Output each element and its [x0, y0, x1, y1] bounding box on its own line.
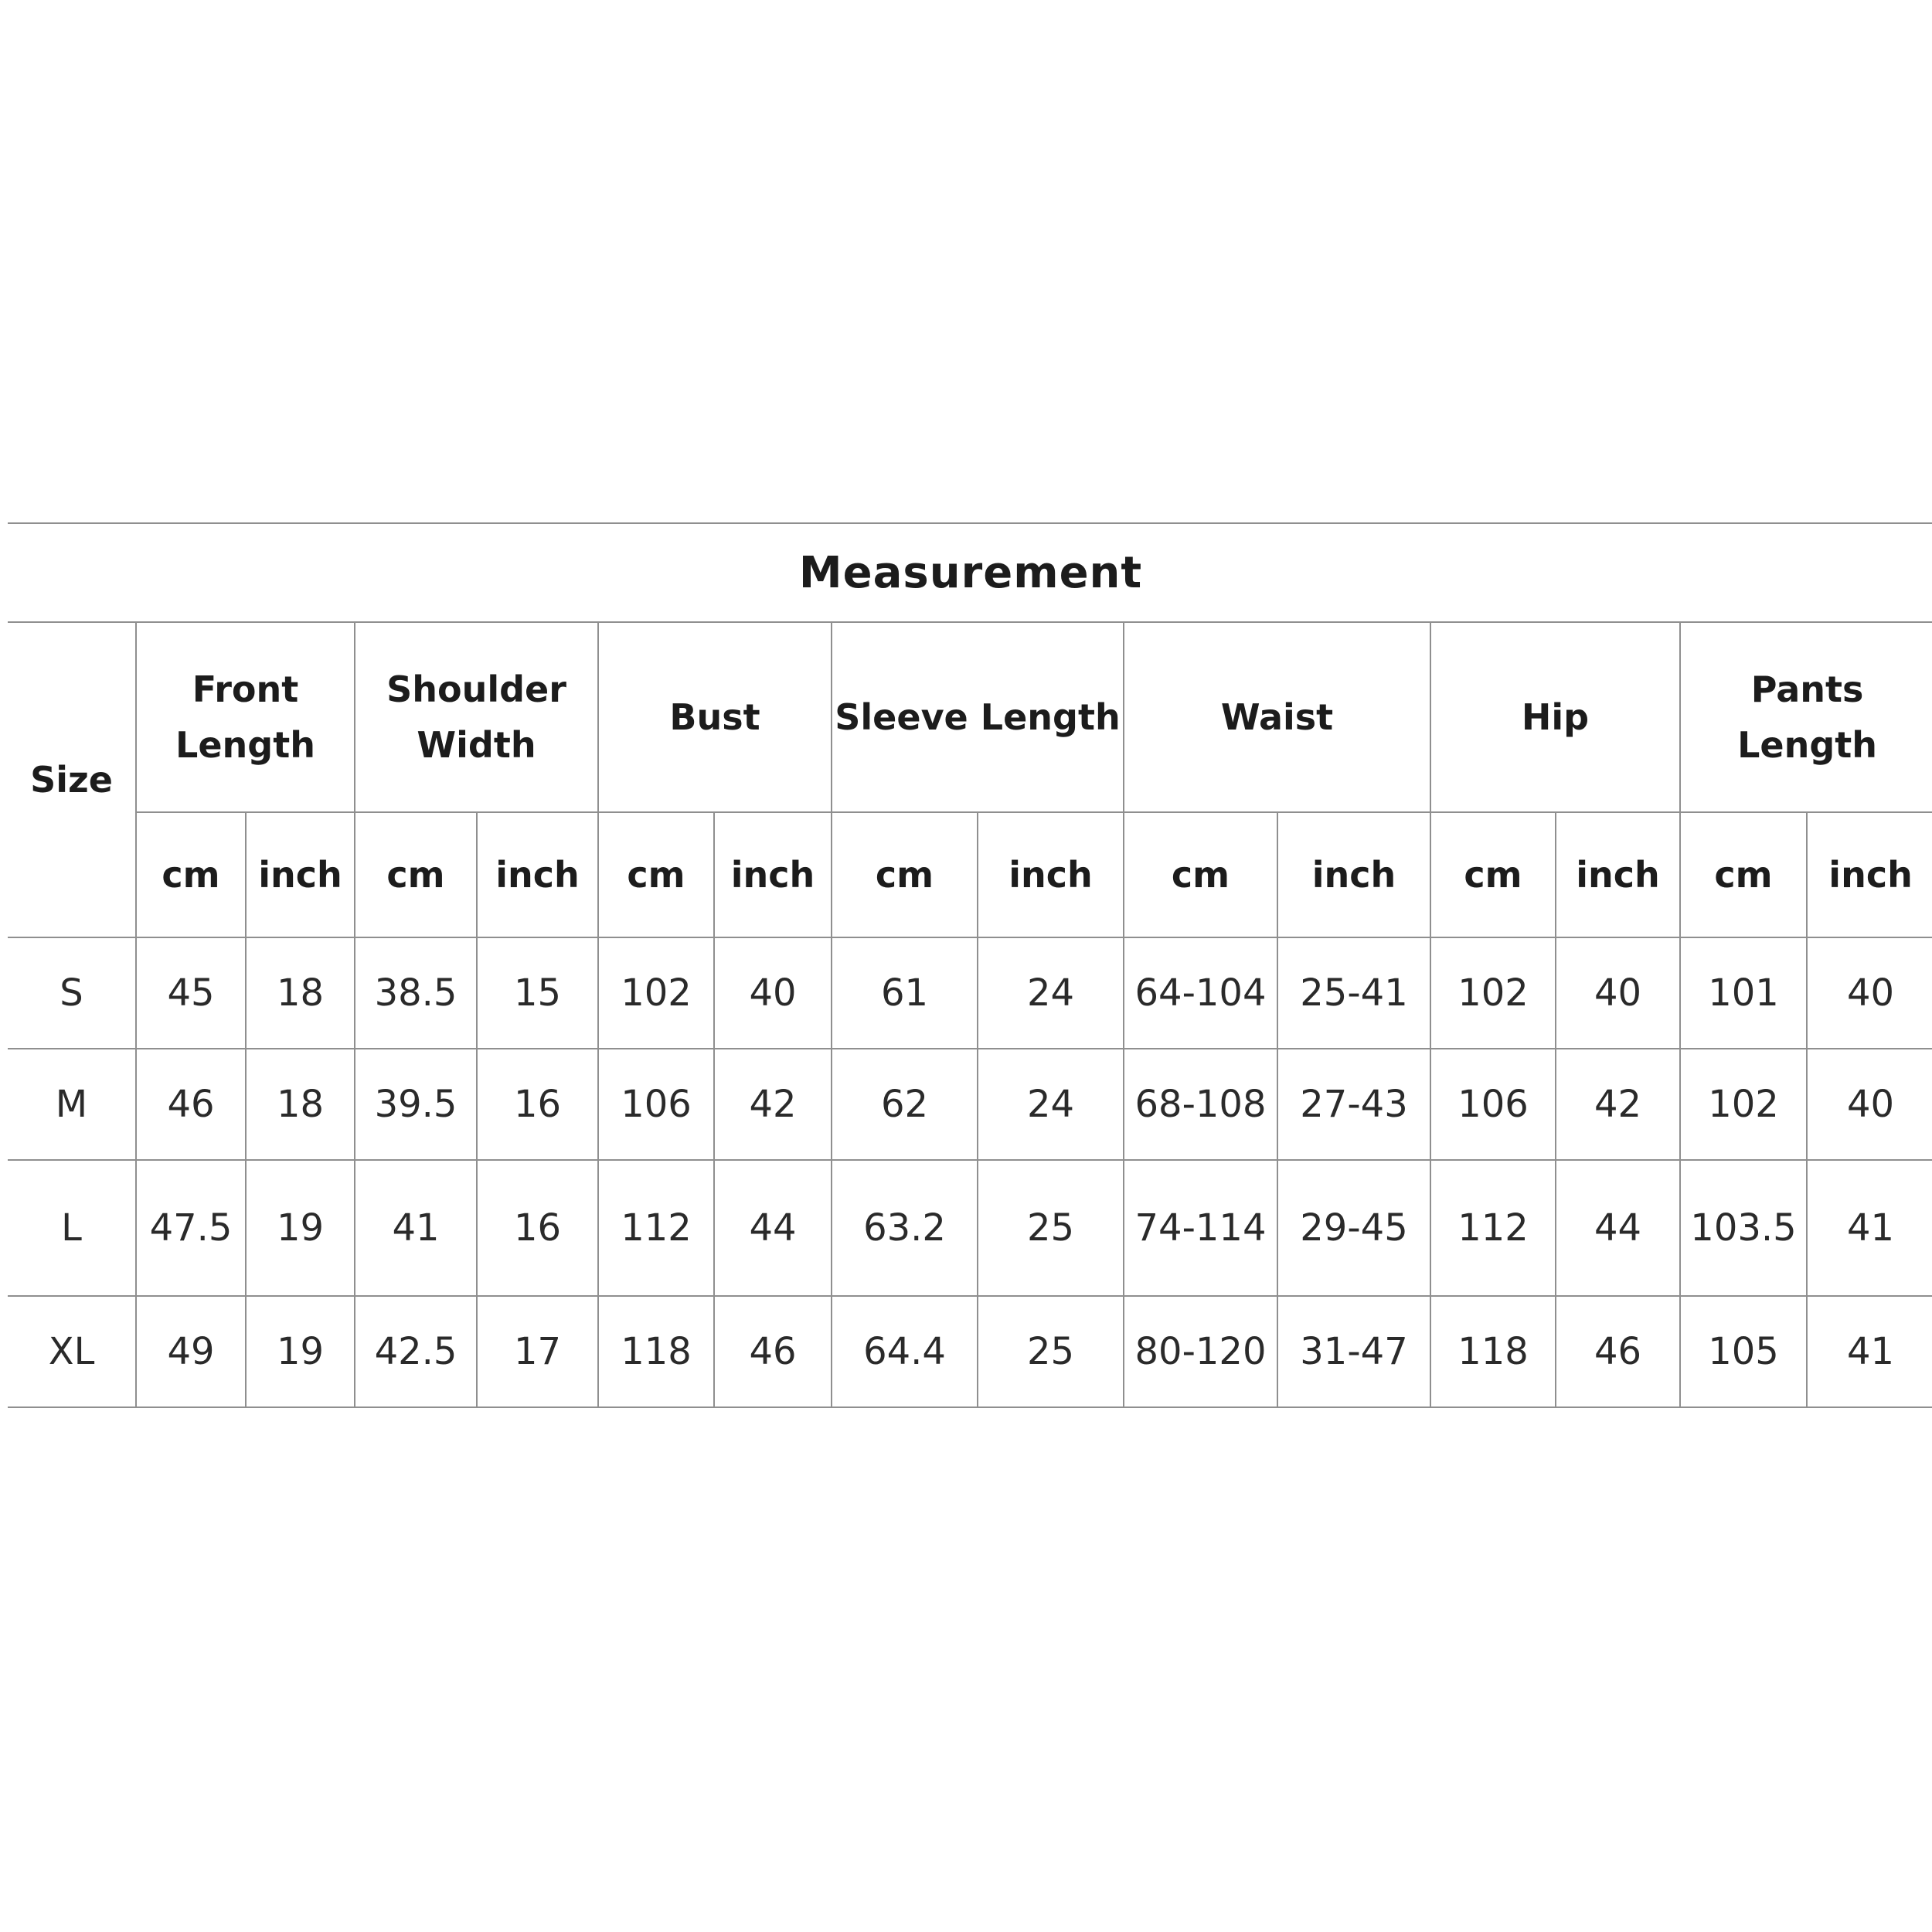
- table-cell: 15: [477, 937, 598, 1049]
- table-cell: 49: [136, 1296, 246, 1407]
- table-cell: 16: [477, 1049, 598, 1160]
- table-cell: 102: [1430, 937, 1556, 1049]
- table-cell: 64-104: [1124, 937, 1277, 1049]
- table-cell: 63.2: [832, 1160, 978, 1296]
- unit-inch-header: inch: [477, 812, 598, 937]
- unit-inch-header: inch: [714, 812, 832, 937]
- table-cell: 40: [1807, 1049, 1932, 1160]
- table-cell: 25: [978, 1160, 1124, 1296]
- size-cell: XL: [8, 1296, 136, 1407]
- table-cell: 19: [246, 1160, 355, 1296]
- table-cell: 18: [246, 937, 355, 1049]
- bust-header: Bust: [598, 622, 832, 812]
- unit-cm-header: cm: [1680, 812, 1807, 937]
- table-row: [8, 1160, 1932, 1296]
- table-cell: 118: [598, 1296, 714, 1407]
- table-cell: 45: [136, 937, 246, 1049]
- table-cell: 62: [832, 1049, 978, 1160]
- table-cell: 103.5: [1680, 1160, 1807, 1296]
- unit-inch-header: inch: [978, 812, 1124, 937]
- unit-inch-header: inch: [246, 812, 355, 937]
- table-cell: 41: [355, 1160, 477, 1296]
- table-cell: 64.4: [832, 1296, 978, 1407]
- table-cell: 25: [978, 1296, 1124, 1407]
- table-cell: 105: [1680, 1296, 1807, 1407]
- table-cell: 47.5: [136, 1160, 246, 1296]
- table-cell: 42: [1556, 1049, 1680, 1160]
- table-cell: 46: [714, 1296, 832, 1407]
- unit-cm-header: cm: [832, 812, 978, 937]
- unit-cm-header: cm: [598, 812, 714, 937]
- table-cell: 74-114: [1124, 1160, 1277, 1296]
- table-cell: 17: [477, 1296, 598, 1407]
- table-cell: 102: [598, 937, 714, 1049]
- unit-cm-header: cm: [1430, 812, 1556, 937]
- sleeve-length-header: Sleeve Length: [832, 622, 1124, 812]
- table-cell: 46: [136, 1049, 246, 1160]
- shoulder-width-header: Shoulder Width: [355, 622, 598, 812]
- table-cell: 16: [477, 1160, 598, 1296]
- table-cell: 38.5: [355, 937, 477, 1049]
- size-cell: M: [8, 1049, 136, 1160]
- table-cell: 27-43: [1277, 1049, 1430, 1160]
- table-title: Measurement: [8, 523, 1932, 622]
- table-cell: 102: [1680, 1049, 1807, 1160]
- title-row: [8, 523, 1932, 622]
- hip-header: Hip: [1430, 622, 1680, 812]
- unit-header-row: [8, 812, 1932, 937]
- table-cell: 39.5: [355, 1049, 477, 1160]
- unit-inch-header: inch: [1556, 812, 1680, 937]
- table-cell: 44: [714, 1160, 832, 1296]
- table-cell: 42.5: [355, 1296, 477, 1407]
- table-cell: 112: [598, 1160, 714, 1296]
- table-cell: 41: [1807, 1296, 1932, 1407]
- table-cell: 101: [1680, 937, 1807, 1049]
- size-chart-table: [8, 522, 1932, 1408]
- waist-header: Waist: [1124, 622, 1430, 812]
- group-header-row: [8, 622, 1932, 812]
- table-cell: 42: [714, 1049, 832, 1160]
- table-cell: 46: [1556, 1296, 1680, 1407]
- size-cell: L: [8, 1160, 136, 1296]
- table-cell: 40: [1807, 937, 1932, 1049]
- table-cell: 106: [598, 1049, 714, 1160]
- table-cell: 24: [978, 1049, 1124, 1160]
- table-cell: 25-41: [1277, 937, 1430, 1049]
- unit-cm-header: cm: [1124, 812, 1277, 937]
- unit-cm-header: cm: [355, 812, 477, 937]
- table-cell: 118: [1430, 1296, 1556, 1407]
- unit-cm-header: cm: [136, 812, 246, 937]
- table-cell: 40: [1556, 937, 1680, 1049]
- table-cell: 18: [246, 1049, 355, 1160]
- table-cell: 112: [1430, 1160, 1556, 1296]
- table-cell: 40: [714, 937, 832, 1049]
- pants-length-header: Pants Length: [1680, 622, 1932, 812]
- table-cell: 106: [1430, 1049, 1556, 1160]
- table-row: [8, 1049, 1932, 1160]
- size-cell: S: [8, 937, 136, 1049]
- table-cell: 68-108: [1124, 1049, 1277, 1160]
- front-length-header: Front Length: [136, 622, 355, 812]
- table-cell: 41: [1807, 1160, 1932, 1296]
- table-cell: 24: [978, 937, 1124, 1049]
- table-row: [8, 937, 1932, 1049]
- size-column-header: Size: [8, 622, 136, 937]
- unit-inch-header: inch: [1807, 812, 1932, 937]
- table-cell: 31-47: [1277, 1296, 1430, 1407]
- table-cell: 61: [832, 937, 978, 1049]
- table-cell: 44: [1556, 1160, 1680, 1296]
- unit-inch-header: inch: [1277, 812, 1430, 937]
- table-cell: 29-45: [1277, 1160, 1430, 1296]
- table-row: [8, 1296, 1932, 1407]
- table-cell: 19: [246, 1296, 355, 1407]
- table-cell: 80-120: [1124, 1296, 1277, 1407]
